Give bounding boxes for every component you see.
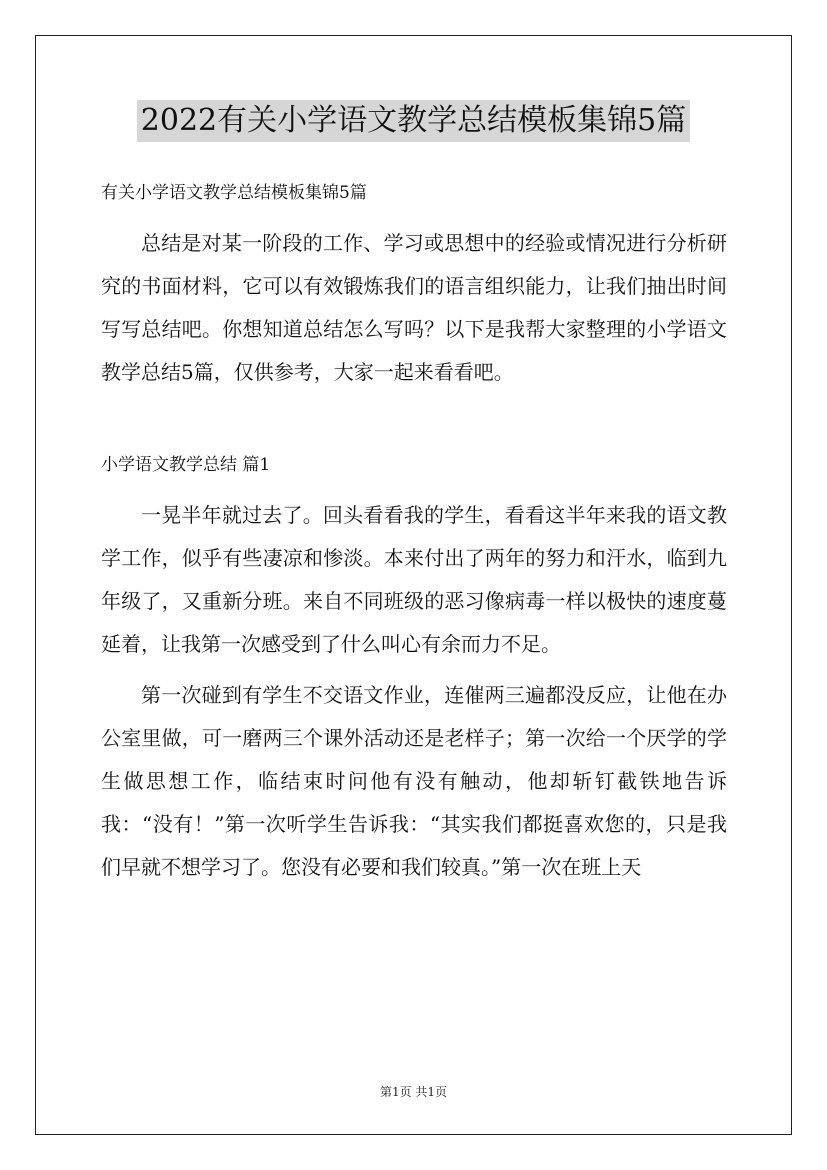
- spacer: [101, 486, 727, 494]
- body-paragraph: 一晃半年就过去了。回头看看我的学生，看看这半年来我的语文教学工作，似乎有些凄凉和惨淡。本来付出了两年的努力和汗水，临到九年级了，又重新分班。来自不同班级的恶习像病毒一样以极快的速度蔓延着，让我第一次感受到了什么叫心有余而力不足。: [101, 503, 727, 656]
- section-heading: 小学语文教学总结 篇1: [101, 455, 271, 475]
- spacer: [101, 666, 727, 674]
- page-footer: 第1页 共1页: [379, 1085, 448, 1099]
- document-title: 2022有关小学语文教学总结模板集锦5篇: [137, 100, 690, 142]
- spacer: [101, 394, 727, 444]
- body-paragraph: 第一次碰到有学生不交语文作业，连催两三遍都没反应，让他在办公室里做，可一磨两三个课外活动还是老样子；第一次给一个厌学的学生做思想工作，临结束时问他有没有触动，他却斩钉截铁地告诉我：“没有！”第一次听学生告诉我：“其实我们都挺喜欢您的，只是我们早就不想学习了。您没有必要和我们较真。”第一次在班上天: [101, 683, 727, 879]
- document-body: [101, 172, 727, 889]
- spacer: [101, 214, 727, 222]
- intro-paragraph: 总结是对某一阶段的工作、学习或思想中的经验或情况进行分析研究的书面材料，它可以有效锻炼我们的语言组织能力，让我们抽出时间写写总结吧。你想知道总结怎么写吗？以下是我帮大家整理的小学语文教学总结5篇，仅供参考，大家一起来看看吧。: [101, 231, 727, 384]
- document-subtitle: 有关小学语文教学总结模板集锦5篇: [101, 183, 367, 203]
- title-area: [0, 100, 827, 142]
